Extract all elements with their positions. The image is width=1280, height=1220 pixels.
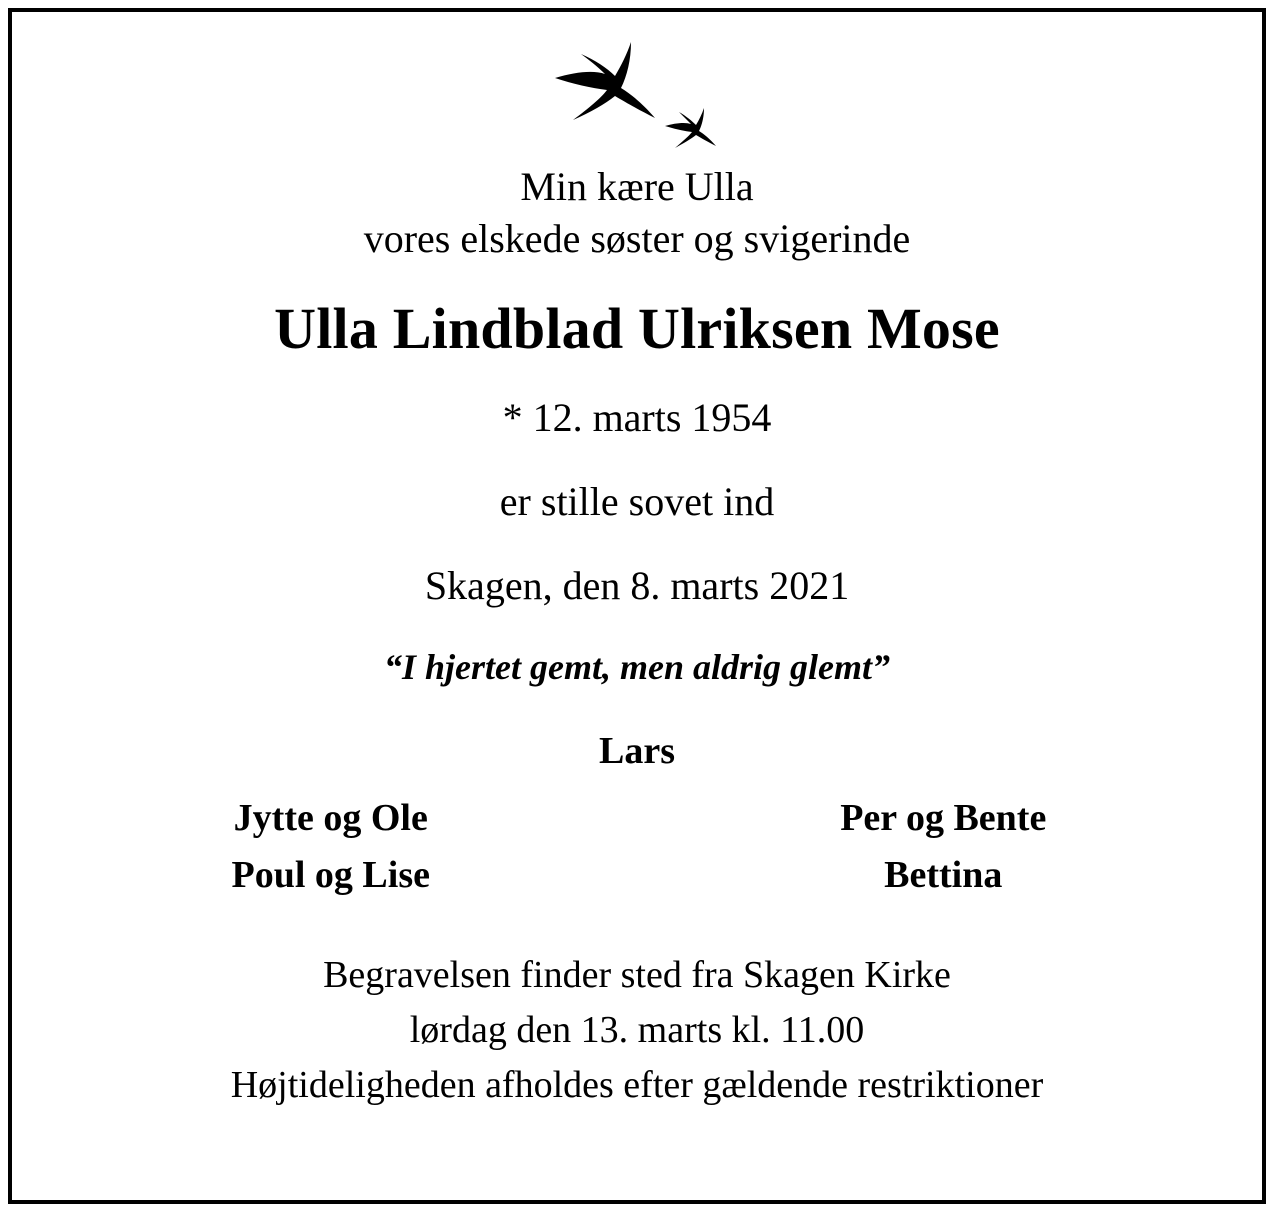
funeral-details — [12, 948, 1262, 1113]
funeral-line: lørdag den 13. marts kl. 11.00 — [409, 1008, 865, 1051]
survivors-columns — [12, 790, 1262, 904]
survivor-entry: Per og Bente — [840, 796, 1047, 839]
swallow-birds-icon — [547, 36, 727, 156]
salutation: Min kære Ulla — [520, 164, 754, 209]
survivor-primary: Lars — [599, 730, 675, 773]
survivor-entry: Poul og Lise — [231, 853, 430, 896]
birth-date: * 12. marts 1954 — [502, 394, 772, 440]
survivors-left-column — [25, 790, 638, 904]
survivor-entry: Jytte og Ole — [233, 796, 428, 839]
survivor-entry: Bettina — [884, 853, 1003, 896]
relation-line: vores elskede søster og svigerinde — [363, 216, 911, 261]
obituary-notice — [8, 8, 1266, 1204]
funeral-line: Højtideligheden afholdes efter gældende restriktioner — [230, 1063, 1044, 1106]
place-and-date-of-death: Skagen, den 8. marts 2021 — [424, 562, 850, 608]
deceased-name: Ulla Lindblad Ulriksen Mose — [274, 296, 1000, 361]
passing-text: er stille sovet ind — [499, 478, 775, 524]
survivors-right-column — [637, 790, 1250, 904]
memorial-quote: “I hjertet gemt, men aldrig glemt” — [384, 646, 890, 687]
bird-illustration — [12, 12, 1262, 162]
funeral-line: Begravelsen finder sted fra Skagen Kirke — [323, 953, 951, 996]
